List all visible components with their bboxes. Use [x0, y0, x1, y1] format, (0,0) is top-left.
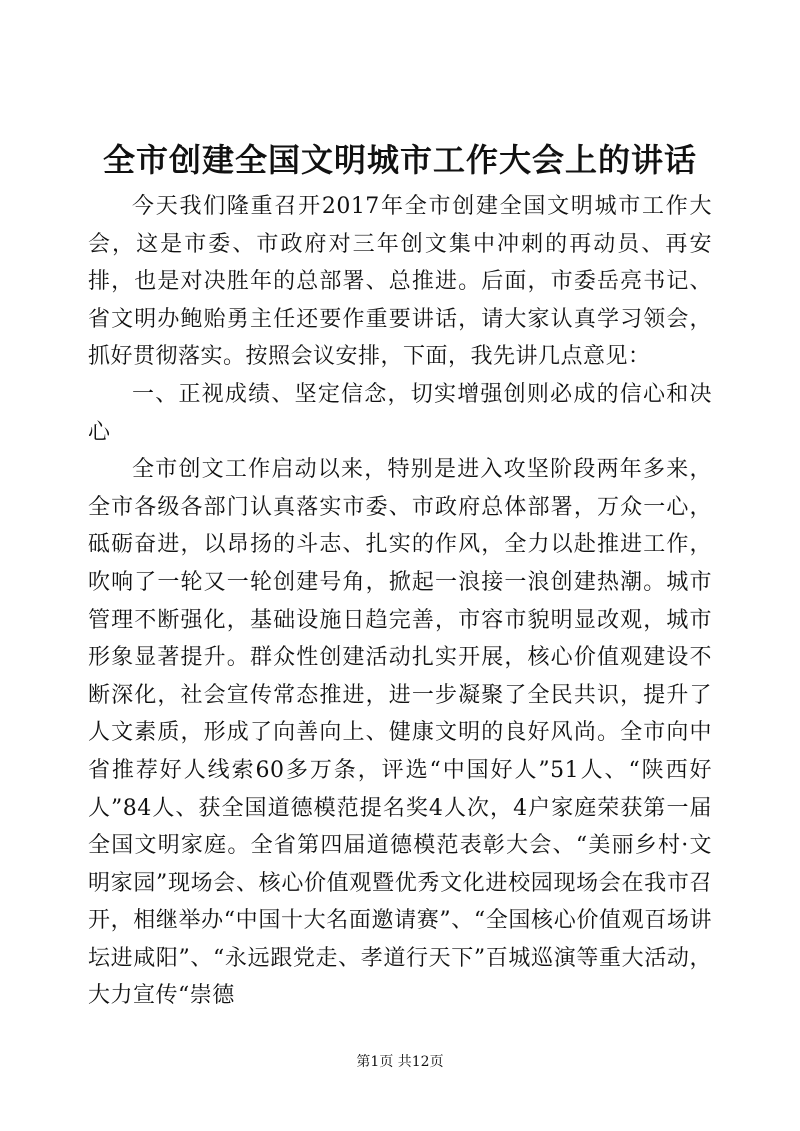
page-number: 第1页 共12页	[356, 1054, 444, 1070]
page-footer	[0, 1052, 800, 1072]
section-heading-1: 一、正视成绩、坚定信念，切实增强创则必成的信心和决心	[88, 381, 712, 445]
document-body	[88, 188, 712, 1015]
paragraph-achievements: 全市创文工作启动以来，特别是进入攻坚阶段两年多来，全市各级各部门认真落实市委、市政府总体部署，万众一心，砥砺奋进，以昂扬的斗志、扎实的作风，全力以赴推进工作，吹响了一轮又一轮创建号角，掀起一浪接一浪创建热潮。城市管理不断强化，基础设施日趋完善，市容市貌明显改观，城市形象显著提升。群众性创建活动扎实开展，核心价值观建设不断深化，社会宣传常态推进，进一步凝聚了全民共识，提升了人文素质，形成了向善向上、健康文明的良好风尚。全市向中省推荐好人线索60多万条，评选“中国好人”51人、“陕西好人”84人、获全国道德模范提名奖4人次，4户家庭荣获第一届全国文明家庭。全省第四届道德模范表彰大会、“美丽乡村·文明家园”现场会、核心价值观暨优秀文化进校园现场会在我市召开，相继举办“中国十大名面邀请赛”、“全国核心价值观百场讲坛进咸阳”、“永远跟党走、孝道行天下”百城巡演等重大活动，大力宣传“崇德	[88, 457, 712, 1009]
paragraph-intro: 今天我们隆重召开2017年全市创建全国文明城市工作大会，这是市委、市政府对三年创文集中冲刺的再动员、再安排，也是对决胜年的总部署、总推进。后面，市委岳亮书记、省文明办鲍贻勇主任还要作重要讲话，请大家认真学习领会，抓好贯彻落实。按照会议安排，下面，我先讲几点意见：	[88, 194, 712, 370]
document-title: 全市创建全国文明城市工作大会上的讲话	[102, 141, 697, 179]
